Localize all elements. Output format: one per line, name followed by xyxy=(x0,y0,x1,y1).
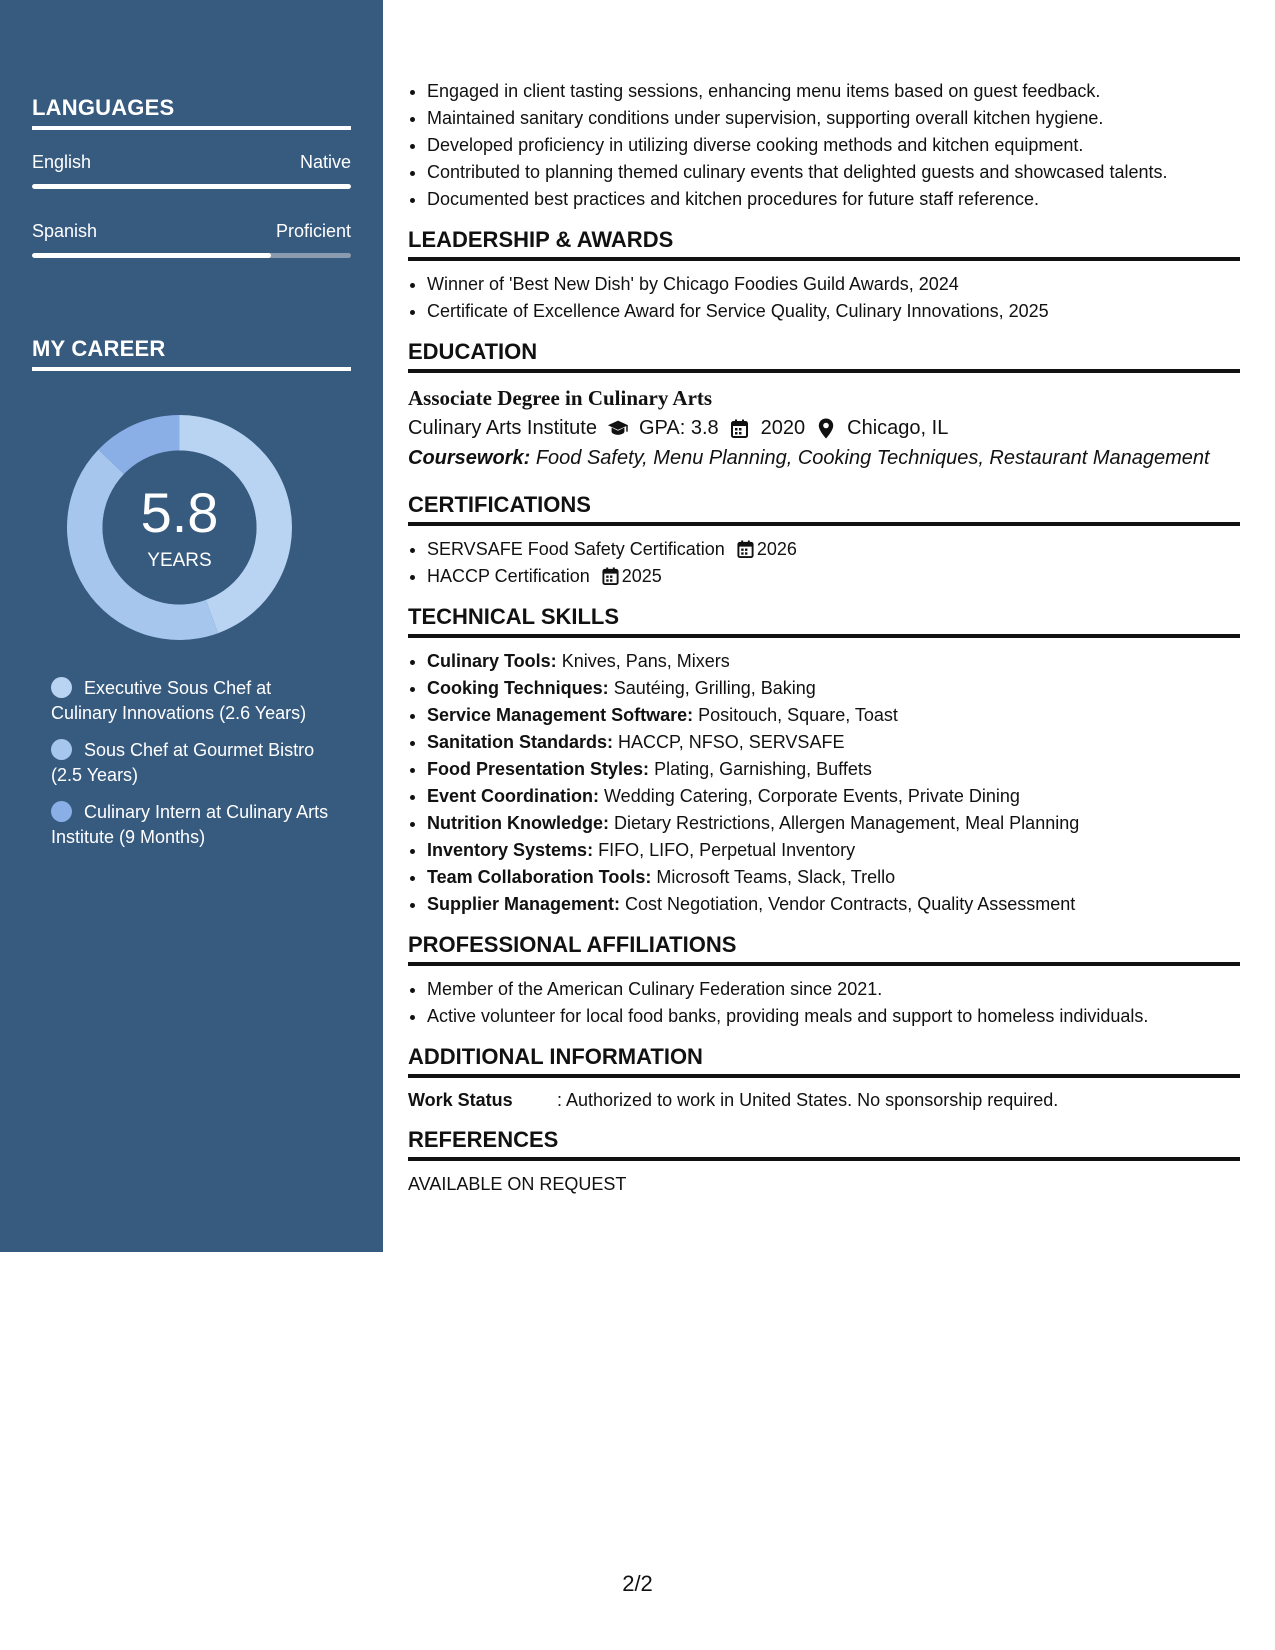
skill-label: Service Management Software: xyxy=(427,705,694,725)
list-item xyxy=(427,891,1240,918)
list-item: • Documented best practices and kitchen procedures for future staff reference. xyxy=(427,186,1240,213)
list-item xyxy=(427,756,1240,783)
career-divider xyxy=(32,367,351,371)
education-year: 2020 xyxy=(760,417,806,439)
skill-label: Event Coordination: xyxy=(427,786,599,806)
list-item xyxy=(427,675,1240,702)
career-item-label: Culinary Intern at Culinary Arts Institute (9 Months) xyxy=(51,802,329,847)
skill-value: FIFO, LIFO, Perpetual Inventory xyxy=(598,840,856,860)
skill-label: Cooking Techniques: xyxy=(427,678,609,698)
education-gpa: GPA: 3.8 xyxy=(638,417,719,439)
list-item xyxy=(427,810,1240,837)
leadership-section xyxy=(408,227,1240,325)
additional-section xyxy=(408,1044,1240,1113)
language-bar-fill xyxy=(32,184,351,189)
skill-value: Dietary Restrictions, Allergen Management, Meal Planning xyxy=(614,813,1080,833)
certification-year: 2025 xyxy=(621,566,662,586)
language-level: Native xyxy=(299,152,351,172)
coursework-label: Coursework: xyxy=(408,447,531,469)
language-row-spanish xyxy=(32,221,351,242)
education-section xyxy=(408,339,1240,474)
section-title: PROFESSIONAL AFFILIATIONS xyxy=(408,932,1240,966)
skill-value: Positouch, Square, Toast xyxy=(698,705,898,725)
skill-label: Culinary Tools: xyxy=(427,651,557,671)
experience-bullets xyxy=(408,78,1240,213)
section-title: ADDITIONAL INFORMATION xyxy=(408,1044,1240,1078)
calendar-icon xyxy=(602,567,619,585)
list-item: • Engaged in client tasting sessions, enhancing menu items based on guest feedback. xyxy=(427,78,1240,105)
language-bar-fill xyxy=(32,253,271,258)
certifications-section xyxy=(408,492,1240,590)
list-item: • Contributed to planning themed culinary events that delighted guests and showcased talents. xyxy=(427,159,1240,186)
list-item xyxy=(427,702,1240,729)
skill-label: Supplier Management: xyxy=(427,894,621,914)
languages-title: LANGUAGES xyxy=(32,95,175,120)
career-item xyxy=(51,800,336,850)
education-school: Culinary Arts Institute xyxy=(408,417,597,439)
calendar-icon xyxy=(737,540,754,558)
section-title: TECHNICAL SKILLS xyxy=(408,604,1240,638)
work-status-row xyxy=(408,1088,1240,1113)
career-dot-icon xyxy=(51,801,72,822)
skill-label: Food Presentation Styles: xyxy=(427,759,650,779)
list-item xyxy=(427,864,1240,891)
affiliations-section xyxy=(408,932,1240,1030)
calendar-icon xyxy=(729,417,751,439)
career-item xyxy=(51,738,336,788)
references-text: AVAILABLE ON REQUEST xyxy=(408,1174,627,1194)
skill-label: Sanitation Standards: xyxy=(427,732,614,752)
career-title: MY CAREER xyxy=(32,336,166,361)
skill-value: Sautéing, Grilling, Baking xyxy=(613,678,816,698)
section-title: CERTIFICATIONS xyxy=(408,492,1240,526)
career-item-label: Sous Chef at Gourmet Bistro (2.5 Years) xyxy=(51,740,315,785)
work-status-value: : Authorized to work in United States. No sponsorship required. xyxy=(557,1090,1059,1110)
language-level: Proficient xyxy=(275,221,351,241)
map-pin-icon xyxy=(815,417,837,439)
career-total-years: 5.8 xyxy=(140,481,219,544)
career-item-label: Executive Sous Chef at Culinary Innovations (2.6 Years) xyxy=(51,678,307,723)
list-item: • Certificate of Excellence Award for Service Quality, Culinary Innovations, 2025 xyxy=(427,298,1240,325)
education-degree: Associate Degree in Culinary Arts xyxy=(408,386,713,410)
skill-value: HACCP, NFSO, SERVSAFE xyxy=(618,732,845,752)
language-bar-english xyxy=(32,184,351,189)
certification-year: 2026 xyxy=(756,539,797,559)
main-content xyxy=(408,78,1240,1197)
career-total-unit: YEARS xyxy=(147,550,212,571)
skill-value: Plating, Garnishing, Buffets xyxy=(654,759,872,779)
list-item: • Active volunteer for local food banks, providing meals and support to homeless individuals. xyxy=(427,1003,1240,1030)
skills-section xyxy=(408,604,1240,918)
career-dot-icon xyxy=(51,677,72,698)
education-coursework xyxy=(408,443,1240,474)
career-list xyxy=(51,676,336,862)
section-title: LEADERSHIP & AWARDS xyxy=(408,227,1240,261)
certification-name: SERVSAFE Food Safety Certification xyxy=(427,539,725,559)
skill-value: Cost Negotiation, Vendor Contracts, Quality Assessment xyxy=(625,894,1076,914)
list-item: • Developed proficiency in utilizing diverse cooking methods and kitchen equipment. xyxy=(427,132,1240,159)
skill-value: Wedding Catering, Corporate Events, Private Dining xyxy=(604,786,1020,806)
language-name: Spanish xyxy=(32,221,98,241)
language-bar-spanish xyxy=(32,253,351,258)
skill-value: Knives, Pans, Mixers xyxy=(561,651,730,671)
section-title: EDUCATION xyxy=(408,339,1240,373)
page-number: 2/2 xyxy=(622,1571,653,1596)
career-item xyxy=(51,676,336,726)
skill-label: Inventory Systems: xyxy=(427,840,594,860)
list-item xyxy=(427,536,1240,563)
language-row-english xyxy=(32,152,351,173)
graduation-cap-icon xyxy=(607,417,629,439)
languages-divider xyxy=(32,126,351,130)
skill-value: Microsoft Teams, Slack, Trello xyxy=(656,867,896,887)
list-item xyxy=(427,563,1240,590)
education-location: Chicago, IL xyxy=(847,417,949,439)
list-item: • Maintained sanitary conditions under supervision, supporting overall kitchen hygiene. xyxy=(427,105,1240,132)
references-section xyxy=(408,1127,1240,1197)
education-meta xyxy=(408,413,1240,443)
list-item: • Member of the American Culinary Federation since 2021. xyxy=(427,976,1240,1003)
list-item xyxy=(427,837,1240,864)
language-name: English xyxy=(32,152,92,172)
section-title: REFERENCES xyxy=(408,1127,1240,1161)
list-item: • Winner of 'Best New Dish' by Chicago Foodies Guild Awards, 2024 xyxy=(427,271,1240,298)
career-dot-icon xyxy=(51,739,72,760)
work-status-label: Work Status xyxy=(408,1090,513,1110)
list-item xyxy=(427,783,1240,810)
skill-label: Team Collaboration Tools: xyxy=(427,867,652,887)
list-item xyxy=(427,648,1240,675)
certification-name: HACCP Certification xyxy=(427,566,590,586)
coursework-value: Food Safety, Menu Planning, Cooking Techniques, Restaurant Management xyxy=(535,447,1210,469)
list-item xyxy=(427,729,1240,756)
skill-label: Nutrition Knowledge: xyxy=(427,813,609,833)
sidebar xyxy=(0,0,383,1252)
